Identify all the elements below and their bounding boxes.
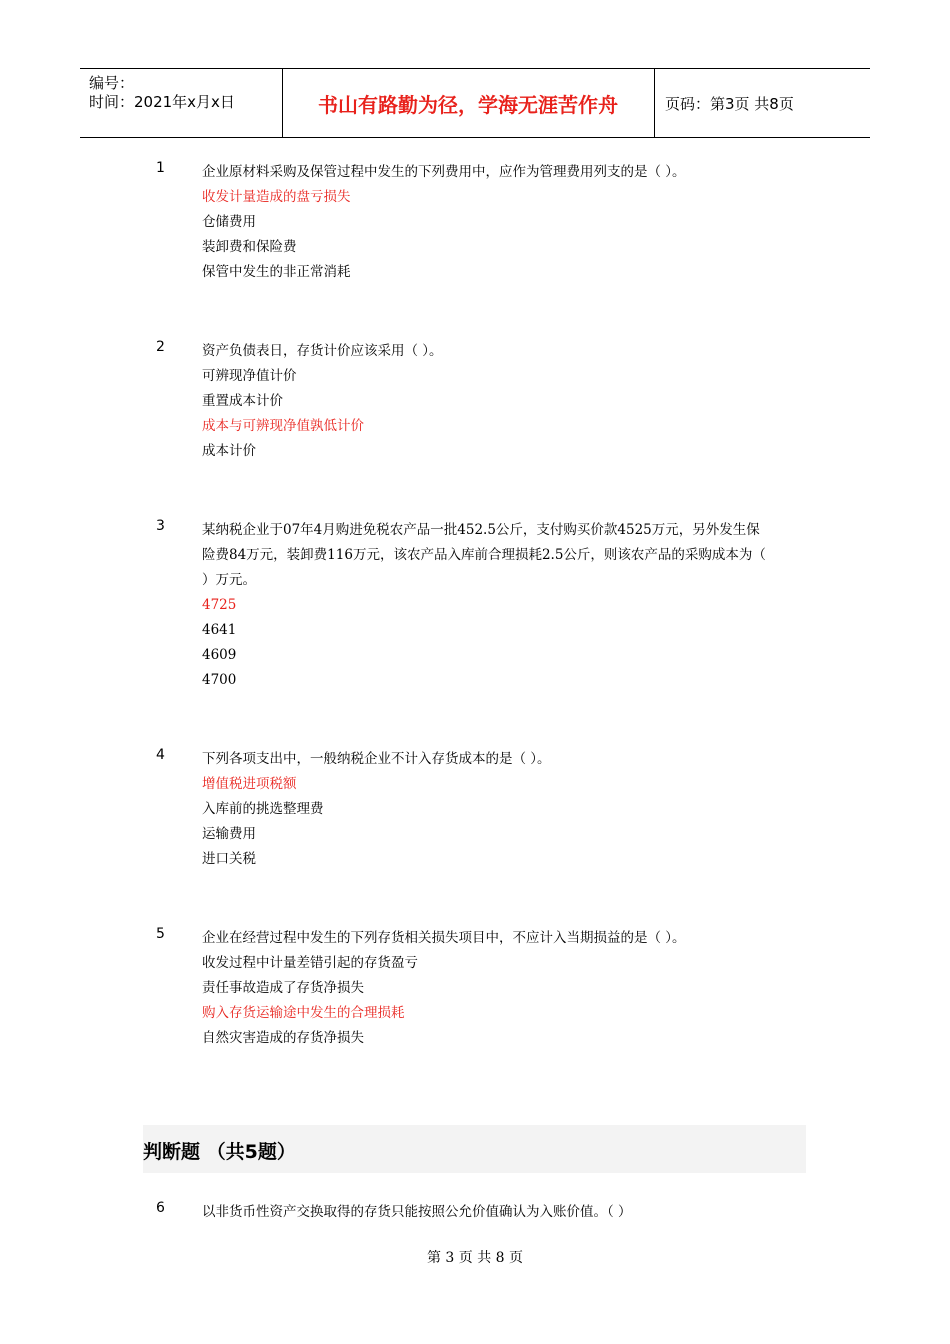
- question-text: 资产负债表日，存货计价应该采用（ ）。: [202, 343, 443, 359]
- question-text: 企业在经营过程中发生的下列存货相关损失项目中，不应计入当期损益的是（ ）。: [202, 930, 686, 946]
- option: 4641: [202, 622, 237, 638]
- time-label: 时间：2021年x月x日: [89, 93, 235, 111]
- option: 入库前的挑选整理费: [202, 801, 324, 817]
- option: 4609: [202, 647, 237, 663]
- question-number: 1: [156, 160, 165, 176]
- motto: 书山有路勤为径，学海无涯苦作舟: [318, 93, 618, 117]
- option-correct: 收发计量造成的盘亏损失: [202, 189, 351, 205]
- option-correct: 购入存货运输途中发生的合理损耗: [202, 1005, 405, 1021]
- option-list: [202, 185, 772, 285]
- page-info: 页码：第3页 共8页: [665, 95, 794, 113]
- option: 仓储费用: [202, 214, 256, 230]
- question-number: 5: [156, 926, 165, 942]
- option: 装卸费和保险费: [202, 239, 297, 255]
- option-list: [202, 364, 772, 464]
- page-header: [80, 68, 870, 138]
- option-correct: 增值税进项税额: [202, 776, 297, 792]
- option: 责任事故造成了存货净损失: [202, 980, 364, 996]
- question-text: 下列各项支出中，一般纳税企业不计入存货成本的是（ ）。: [202, 751, 551, 767]
- option: 进口关税: [202, 851, 256, 867]
- page-footer: 第 3 页 共 8 页: [426, 1250, 524, 1266]
- question-number: 2: [156, 339, 165, 355]
- question-text: 以非货币性资产交换取得的存货只能按照公允价值确认为入账价值。（ ）: [202, 1204, 632, 1220]
- option-correct: 4725: [202, 597, 237, 613]
- question-number: 6: [156, 1200, 165, 1216]
- section-header: [143, 1125, 806, 1173]
- option: 收发过程中计量差错引起的存货盈亏: [202, 955, 418, 971]
- option: 4700: [202, 672, 237, 688]
- header-page-cell: [655, 69, 870, 137]
- option: 成本计价: [202, 443, 256, 459]
- option-correct: 成本与可辨现净值孰低计价: [202, 418, 364, 434]
- section-title: 判断题 （共5题）: [143, 1141, 296, 1163]
- option: 可辨现净值计价: [202, 368, 297, 384]
- question-number: 4: [156, 747, 165, 763]
- option-list: [202, 772, 772, 872]
- question-number: 3: [156, 518, 165, 534]
- option: 保管中发生的非正常消耗: [202, 264, 351, 280]
- question-text: 某纳税企业于07年4月购进免税农产品一批452.5公斤，支付购买价款4525万元，另外发生保险费84万元，装卸费116万元，该农产品入库前合理损耗2.5公斤，则该农产品的采购成本为（ ）万元。: [202, 522, 766, 588]
- question-text: 企业原材料采购及保管过程中发生的下列费用中，应作为管理费用列支的是（ ）。: [202, 164, 686, 180]
- header-motto-cell: [282, 69, 655, 137]
- option: 重置成本计价: [202, 393, 283, 409]
- option: 运输费用: [202, 826, 256, 842]
- number-label: 编号：: [89, 74, 135, 92]
- option-list: [202, 593, 772, 693]
- option-list: [202, 951, 772, 1051]
- option: 自然灾害造成的存货净损失: [202, 1030, 364, 1046]
- header-info-cell: [80, 69, 283, 137]
